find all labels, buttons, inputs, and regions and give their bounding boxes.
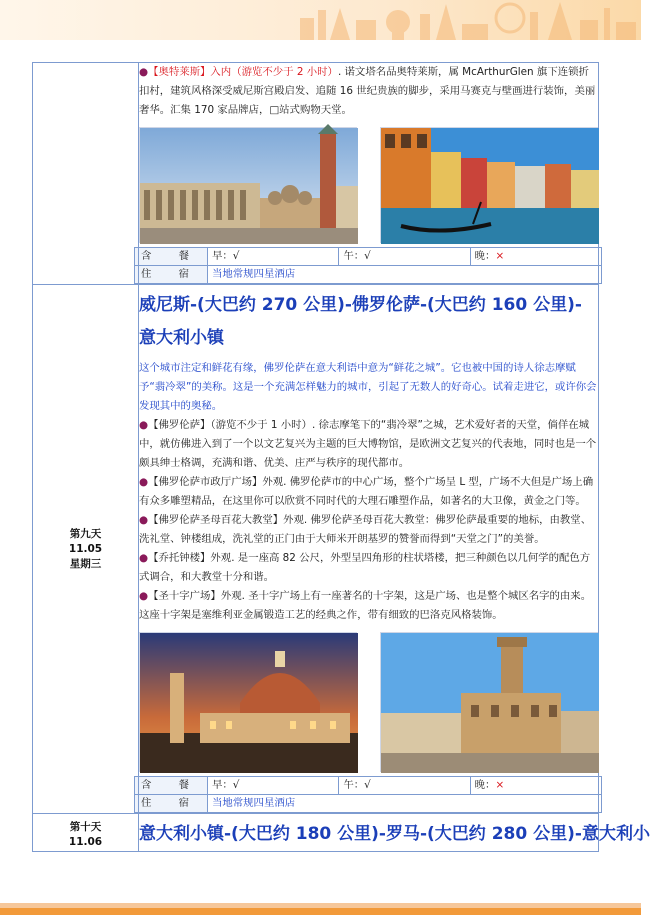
palazzo-vecchio-photo [380, 632, 598, 772]
day10-row [33, 814, 599, 852]
bullet-icon: ● [139, 552, 149, 564]
day-weekday: 星期三 [69, 557, 102, 570]
item-text: 外观. 是一座高 82 公尺，外型呈四角形的柱状塔楼，把三种颜色以几何学的配色方式调合，和大教堂十分和谐。 [139, 552, 591, 583]
item-text: 外观. 圣十字广场上有一座著名的十字架，这是广场、也是整个城区名字的由来。这座十字架是塞维利亚金属锻造工艺的经典之作，带有细致的巴洛克风格装饰。 [139, 590, 592, 621]
item-name: 【乔托钟楼】 [148, 552, 211, 564]
breakfast-cell: 早：√ [208, 777, 339, 795]
header-skyline-banner [0, 0, 641, 40]
item-name: 【佛罗伦萨】 [148, 419, 211, 431]
itinerary-table [32, 62, 650, 852]
santa-croce-item [139, 587, 598, 625]
item-text: （游览不少于 1 小时）. 徐志摩笔下的“翡冷翠”之城，艺术爱好者的天堂，倘佯在城中，就仿佛进入到了一个以文艺复兴为主题的巨大博物馆，是欧洲文艺复兴的代表地，同时也是一个颇具绅士格调，充满和谐、优美、庄严与秩序的现代都市。 [139, 419, 597, 469]
day9-intro: 这个城市注定和鲜花有缘，佛罗伦萨在意大利语中意为“鲜花之城”。它也被中国的诗人徐志摩赋予“翡冷翠”的美称。这是一个充满怎样魅力的城市，引起了无数人的好奇心。试着走进它，或许你会发现其中的奥秘。 [139, 362, 597, 412]
item-name: 【圣十字广场】 [148, 590, 221, 602]
bullet-icon: ● [139, 476, 149, 488]
day9-photos [139, 632, 598, 772]
giotto-item [139, 549, 598, 587]
day8-meal-table [134, 247, 602, 284]
day-label: 第九天 [69, 527, 102, 540]
day8-content [139, 63, 599, 285]
day9-day-cell [33, 285, 139, 814]
dinner-cell [470, 248, 601, 266]
cross-icon: × [495, 779, 505, 791]
day8-day-cell [33, 63, 139, 285]
day10-day-cell [33, 814, 139, 852]
bullet-icon: ● [139, 419, 149, 431]
florence-item [139, 416, 598, 473]
item-name: 【佛罗伦萨圣母百花大教堂】 [148, 514, 284, 526]
breakfast-cell: 早：√ [208, 248, 339, 266]
day8-row [33, 63, 599, 285]
hotel-value: 当地常规四星酒店 [208, 266, 602, 284]
duomo-item [139, 511, 598, 549]
lunch-cell: 午：√ [339, 777, 470, 795]
meal-label: 含 餐 [135, 248, 208, 266]
florence-duomo-photo [139, 632, 357, 772]
dinner-label: 晚： [474, 250, 496, 262]
day9-meal-table [134, 776, 602, 813]
dinner-label: 晚： [474, 779, 496, 791]
item-text: 外观. 佛罗伦萨圣母百花大教堂：佛罗伦萨最重要的地标，由教堂、洗礼堂、钟楼组成，洗礼堂的正门由于大师米开朗基罗的赞誉而得到“天堂之门”的美誉。 [139, 514, 592, 545]
day-label: 第十天 [69, 821, 102, 833]
bullet-icon: ● [139, 590, 149, 602]
day10-title: 意大利小镇-(大巴约 180 公里)-罗马-(大巴约 280 公里)-意大利小 [139, 824, 650, 844]
item-text: 外观. 佛罗伦萨市的中心广场，整个广场呈 L 型，广场不大但是广场上确有众多雕塑精品，在这里你可以欣赏不同时代的大理石雕塑作品，如著名的大卫像，黄金之门等。 [139, 476, 594, 507]
day8-photos [139, 127, 598, 243]
day9-content [139, 285, 599, 814]
meal-label: 含 餐 [135, 777, 208, 795]
outlet-name: 【奥特莱斯】 [148, 66, 211, 78]
stay-label: 住 宿 [135, 266, 208, 284]
itinerary-document [32, 62, 650, 852]
bullet-icon: ● [139, 66, 149, 78]
bullet-icon: ● [139, 514, 149, 526]
cross-icon: × [495, 250, 505, 262]
day10-content [139, 814, 650, 852]
day9-title: 威尼斯-(大巴约 270 公里)-佛罗伦萨-(大巴约 160 公里)-意大利小镇 [139, 295, 582, 348]
dinner-cell [470, 777, 601, 795]
day9-row [33, 285, 599, 814]
lunch-cell: 午：√ [339, 248, 470, 266]
day-date: 11.06 [68, 836, 103, 848]
day-date: 11.05 [68, 542, 103, 555]
footer-bar [0, 900, 641, 912]
hotel-value: 当地常规四星酒店 [208, 795, 602, 813]
venice-canal-photo [380, 127, 598, 243]
outlet-note: 入内（游览不少于 2 小时） [210, 66, 338, 78]
item-name: 【佛罗伦萨市政厅广场】 [148, 476, 263, 488]
signoria-item [139, 473, 598, 511]
outlet-paragraph [139, 63, 598, 120]
outlet-description: . 诺文塔名品奥特莱斯，属 McArthurGlen 旗下连锁折扣村，建筑风格深受威尼斯宫殿启发、追随 16 世纪贵族的脚步，采用马赛克与壁画进行装饰，美丽奢华。汇集 170 家品牌店，□站式购物天堂。 [139, 66, 596, 116]
stay-label: 住 宿 [135, 795, 208, 813]
st-marks-square-photo [139, 127, 357, 243]
